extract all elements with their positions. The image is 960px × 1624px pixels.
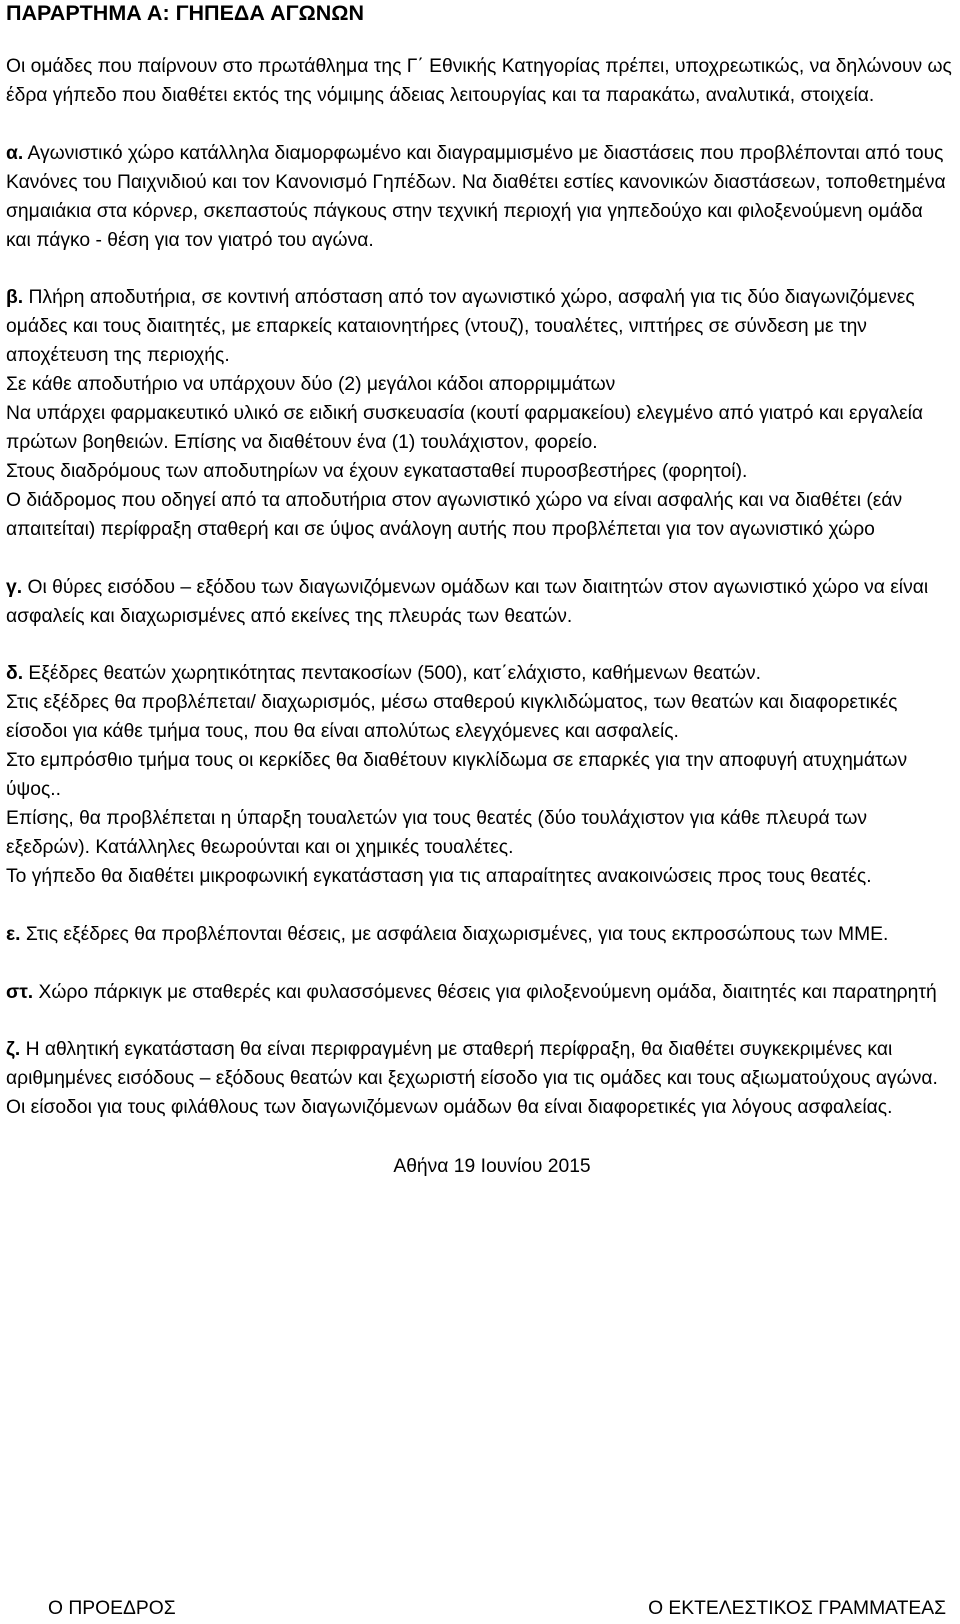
- section-b-paragraph-3: Να υπάρχει φαρμακευτικό υλικό σε ειδική συσκευασία (κουτί φαρμακείου) ελεγμένο από γιατρό και εργαλεία πρώτων βοηθειών. Επίσης να διαθέτουν ένα (1) τουλάχιστον, φορείο.: [6, 403, 924, 453]
- section-c-paragraph: [6, 574, 952, 632]
- section-a: [6, 140, 952, 256]
- section-e: [6, 921, 952, 950]
- section-d-paragraph-2: Στις εξέδρες θα προβλέπεται/ διαχωρισμός, μέσω σταθερού κιγκλιδώματος, των θεατών και διαφορετικές είσοδοι για κάθε τμήμα τους, που θα είναι απολύτως ελεγχόμενες και ασφαλείς.: [6, 692, 898, 743]
- section-c: [6, 574, 952, 632]
- section-b-letter: β.: [6, 287, 24, 309]
- signature-executive-secretary: Ο ΕΚΤΕΛΕΣΤΙΚΟΣ ΓΡΑΜΜΑΤΕΑΣ: [648, 1598, 946, 1619]
- section-d-paragraph-5: Το γήπεδο θα διαθέτει μικροφωνική εγκατάσταση για τις απαραίτητες ανακοινώσεις προς τους θεατές.: [6, 865, 872, 887]
- section-a-text-1: Αγωνιστικό χώρο κατάλληλα διαμορφωμένο και διαγραμμισμένο με διαστάσεις που προβλέπονται από τους Κανόνες του Παιχνιδιού και τον Κανονισμό Γηπέδων. Να διαθέτει εστίες κανονικών διαστάσεων, τοποθετημένα σημαιάκια στα κόρνερ, σκεπαστούς πάγκους στην τεχνική περιοχή για γηπεδούχο και φιλοξενούμενη ομάδα και πάγκο - θέση για τον γιατρό του αγώνα.: [6, 142, 946, 251]
- section-st-paragraph: [6, 979, 952, 1008]
- section-d-letter: δ.: [6, 663, 24, 685]
- intro-paragraph: Οι ομάδες που παίρνουν στο πρωτάθλημα της Γ΄ Εθνικής Κατηγορίας πρέπει, υποχρεωτικώς, να δηλώνουν ως έδρα γήπεδο που διαθέτει εκτός της νόμιμης άδειας λειτουργίας και τα παρακάτω, αναλυτικά, στοιχεία.: [6, 56, 952, 106]
- signature-president: Ο ΠΡΟΕΔΡΟΣ: [48, 1598, 176, 1619]
- section-d-paragraph-4: Επίσης, θα προβλέπεται η ύπαρξη τουαλετών για τους θεατές (δύο τουλάχιστον για κάθε πλευρά των εξεδρών). Κατάλληλες θεωρούνται και οι χημικές τουαλέτες.: [6, 807, 868, 858]
- section-b-text-1: Πλήρη αποδυτήρια, σε κοντινή απόσταση από τον αγωνιστικό χώρο, ασφαλή για τις δύο διαγωνιζόμενες ομάδες και τους διαιτητές, με επαρκείς καταιονητήρες (ντουζ), τουαλέτες, νιπτήρες σε σύνδεση με την αποχέτευση της περιοχής.: [6, 287, 915, 367]
- section-st: [6, 979, 952, 1008]
- section-st-letter: στ.: [6, 981, 34, 1003]
- section-b: [6, 284, 952, 544]
- section-z-paragraph: [6, 1036, 952, 1123]
- section-b-paragraph-5: Ο διάδρομος που οδηγεί από τα αποδυτήρια στον αγωνιστικό χώρο να είναι ασφαλής και να διαθέτει (εάν απαιτείται) περίφραξη σταθερή και σε ύψος ανάλογη αυτής που προβλέπεται για τον αγωνιστικό χώρο: [6, 489, 903, 540]
- section-c-letter: γ.: [6, 576, 23, 598]
- section-d-text-1: Εξέδρες θεατών χωρητικότητας πεντακοσίων (500), κατ΄ελάχιστο, καθήμενων θεατών.: [28, 663, 762, 685]
- section-e-letter: ε.: [6, 923, 21, 945]
- document-page: [6, 0, 952, 1182]
- section-d: [6, 660, 952, 891]
- section-e-text-1: Στις εξέδρες θα προβλέπονται θέσεις, με ασφάλεια διαχωρισμένες, για τους εκπροσώπους των ΜΜΕ.: [25, 923, 889, 945]
- section-a-letter: α.: [6, 142, 24, 164]
- section-c-text-1: Οι θύρες εισόδου – εξόδου των διαγωνιζόμενων ομάδων και των διαιτητών στον αγωνιστικό χώρο να είναι ασφαλείς και διαχωρισμένες από εκείνες της πλευράς των θεατών.: [6, 576, 929, 627]
- document-date: Αθήνα 19 Ιουνίου 2015: [393, 1156, 591, 1178]
- section-e-paragraph: [6, 921, 952, 950]
- section-st-text-1: Χώρο πάρκιγκ με σταθερές και φυλασσόμενες θέσεις για φιλοξενούμενη ομάδα, διαιτητές και παρατηρητή: [38, 981, 937, 1003]
- section-z: [6, 1036, 952, 1123]
- section-z-letter: ζ.: [6, 1039, 21, 1061]
- signature-block: [0, 1595, 946, 1623]
- section-b-paragraph-1: [6, 284, 952, 371]
- section-d-paragraph-1: [6, 660, 952, 689]
- document-title: ΠΑΡΑΡΤΗΜΑ Α: ΓΗΠΕΔΑ ΑΓΩΝΩΝ: [6, 1, 365, 25]
- section-b-paragraph-2: Σε κάθε αποδυτήριο να υπάρχουν δύο (2) μεγάλοι κάδοι απορριμμάτων: [6, 374, 616, 396]
- section-d-paragraph-3: Στο εμπρόσθιο τμήμα τους οι κερκίδες θα διαθέτουν κιγκλίδωμα σε επαρκές για την αποφυγή ατυχημάτων ύψος..: [6, 750, 908, 801]
- section-b-paragraph-4: Στους διαδρόμους των αποδυτηρίων να έχουν εγκατασταθεί πυροσβεστήρες (φορητοί).: [6, 460, 748, 482]
- section-a-paragraph: [6, 140, 952, 256]
- section-z-text-1: Η αθλητική εγκατάσταση θα είναι περιφραγμένη με σταθερή περίφραξη, θα διαθέτει συγκεκριμένες και αριθμημένες εισόδους – εξόδους θεατών και ξεχωριστή είσοδο για τις ομάδες και τους αξιωματούχους αγώνα. Οι είσοδοι για τους φιλάθλους των διαγωνιζόμενων ομάδων θα είναι διαφορετικές για λόγους ασφαλείας.: [6, 1039, 938, 1119]
